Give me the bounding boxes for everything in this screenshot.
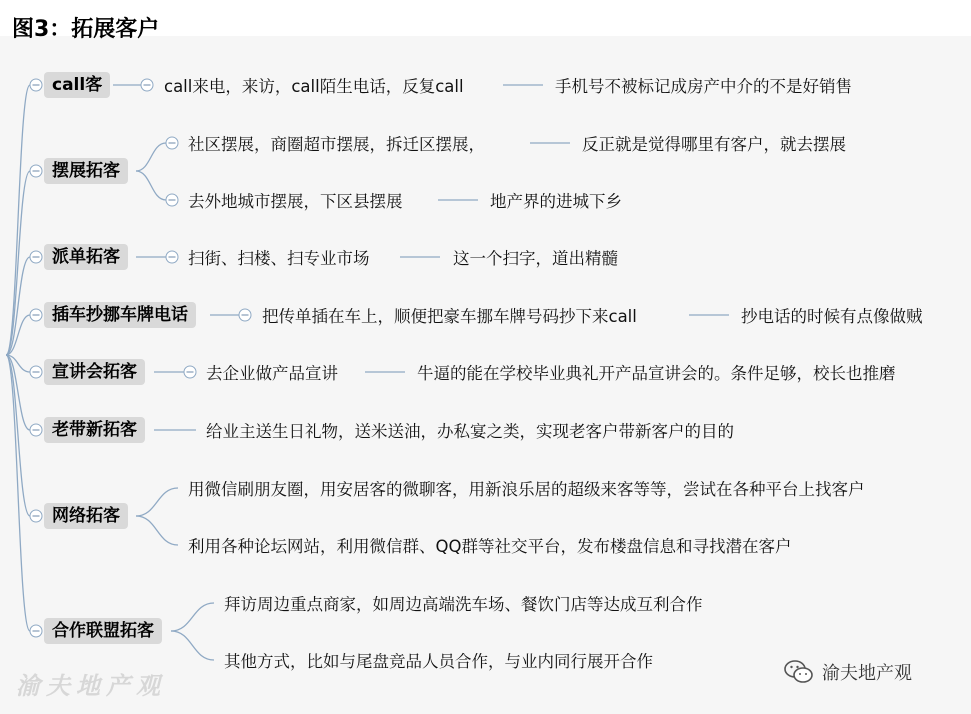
- watermark-account-name: 渝夫地产观: [822, 663, 912, 684]
- branch-connector: [136, 143, 166, 171]
- collapse-toggle-icon[interactable]: [30, 251, 43, 264]
- branch-connector: [136, 516, 178, 545]
- watermark-text: 渝夫地产观: [16, 671, 166, 700]
- collapse-toggle-icon[interactable]: [166, 137, 179, 150]
- collapse-toggle-icon[interactable]: [30, 510, 43, 523]
- item-note: 反正就是觉得哪里有客户，就去摆展: [582, 135, 846, 154]
- branch-node-car-plate[interactable]: 插车抄挪车牌电话: [44, 302, 196, 328]
- item-text: 用微信刷朋友圈，用安居客的微聊客，用新浪乐居的超级来客等等，尝试在各种平台上找客户: [188, 480, 865, 499]
- item-text: 扫街、扫楼、扫专业市场: [188, 249, 370, 268]
- item-note: 牛逼的能在学校毕业典礼开产品宣讲会的。条件足够，校长也推磨: [417, 364, 896, 383]
- item-text: call来电，来访，call陌生电话，反复call: [164, 77, 464, 96]
- collapse-toggle-icon[interactable]: [30, 625, 43, 638]
- branch-node-booth[interactable]: 摆展拓客: [44, 158, 128, 184]
- collapse-toggle-icon[interactable]: [141, 79, 154, 92]
- item-note: 抄电话的时候有点像做贼: [741, 307, 923, 326]
- branch-node-alliance[interactable]: 合作联盟拓客: [44, 618, 162, 644]
- collapse-toggle-icon[interactable]: [30, 79, 43, 92]
- item-text: 去外地城市摆展，下区县摆展: [188, 192, 403, 211]
- collapse-toggle-icon[interactable]: [166, 251, 179, 264]
- collapse-toggle-icon[interactable]: [166, 194, 179, 207]
- branch-connector: [136, 171, 166, 200]
- branch-connector: [171, 603, 214, 631]
- item-text: 拜访周边重点商家，如周边高端洗车场、餐饮门店等达成互利合作: [224, 595, 703, 614]
- collapse-toggle-icon[interactable]: [30, 366, 43, 379]
- branch-connector: [171, 631, 214, 660]
- item-note: 地产界的进城下乡: [490, 192, 622, 211]
- branch-node-referral[interactable]: 老带新拓客: [44, 417, 145, 443]
- root-connector: [6, 85, 30, 355]
- root-connector: [6, 171, 30, 355]
- item-note: 这一个扫字，道出精髓: [453, 249, 618, 268]
- branch-node-online[interactable]: 网络拓客: [44, 503, 128, 529]
- collapse-toggle-icon[interactable]: [239, 309, 252, 322]
- collapse-toggle-icon[interactable]: [30, 424, 43, 437]
- item-text: 社区摆展，商圈超市摆展，拆迁区摆展，: [188, 135, 485, 154]
- collapse-toggle-icon[interactable]: [30, 309, 43, 322]
- collapse-toggle-icon[interactable]: [30, 165, 43, 178]
- figure-title: 图3：拓展客户: [12, 17, 160, 42]
- branch-node-flyer[interactable]: 派单拓客: [44, 244, 128, 270]
- wechat-icon: [784, 659, 814, 685]
- branch-node-seminar[interactable]: 宣讲会拓客: [44, 359, 145, 385]
- item-text: 其他方式，比如与尾盘竞品人员合作，与业内同行展开合作: [224, 652, 653, 671]
- item-text: 给业主送生日礼物，送米送油，办私宴之类，实现老客户带新客户的目的: [206, 422, 734, 441]
- item-text: 把传单插在车上，顺便把豪车挪车牌号码抄下来call: [262, 307, 637, 326]
- wechat-watermark: [784, 654, 912, 690]
- item-note: 手机号不被标记成房产中介的不是好销售: [555, 77, 852, 96]
- item-text: 去企业做产品宣讲: [206, 364, 338, 383]
- item-text: 利用各种论坛网站，利用微信群、QQ群等社交平台，发布楼盘信息和寻找潜在客户: [188, 537, 792, 556]
- branch-node-call[interactable]: call客: [44, 72, 110, 98]
- collapse-toggle-icon[interactable]: [184, 366, 197, 379]
- branch-connector: [136, 488, 178, 516]
